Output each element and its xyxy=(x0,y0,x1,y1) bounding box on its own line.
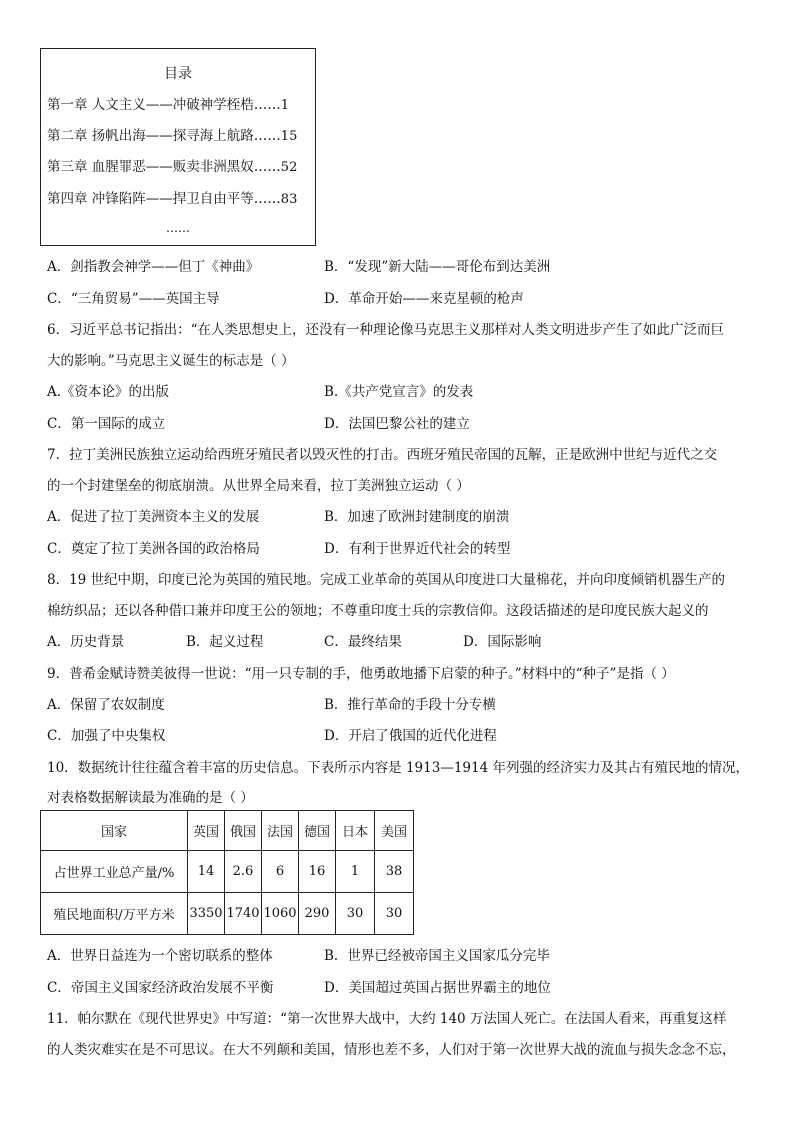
q7-stem-line1: 7．拉丁美洲民族独立运动给西班牙殖民者以毁灭性的打击。西班牙殖民帝国的瓦解，正是欧洲中世纪与近代之交 xyxy=(47,447,718,463)
q9-option-a: A．保留了农奴制度 xyxy=(47,697,165,713)
table-cell: 16 xyxy=(299,851,336,893)
q9-stem-line1: 9．普希金赋诗赞美彼得一世说：“用一只专制的手，他勇敢地播下启蒙的种子。”材料中的“种子”是指（ ） xyxy=(47,666,675,682)
table-cell: 2.6 xyxy=(225,851,262,893)
table-cell: 殖民地面积/万平方米 xyxy=(41,893,188,935)
q8-option-d: D．国际影响 xyxy=(463,634,542,650)
q6-option-b: B.《共产党宣言》的发表 xyxy=(324,384,474,400)
table-cell: 14 xyxy=(188,851,225,893)
q10-stem-line2: 对表格数据解读最为准确的是（ ） xyxy=(47,790,254,806)
q8-stem-line2: 棉纺织品；还以各种借口兼并印度王公的领地；不尊重印度士兵的宗教信仰。这段话描述的是印度民族大起义的 xyxy=(47,603,709,619)
q5-option-d: D．革命开始——来克星顿的枪声 xyxy=(324,291,524,307)
q5-option-c: C．“三角贸易”——英国主导 xyxy=(47,291,220,307)
toc-item: 第四章 冲锋陷阵——捍卫自由平等……83 xyxy=(47,191,298,207)
table-cell: 30 xyxy=(375,893,414,935)
q10-option-a: A．世界日益连为一个密切联系的整体 xyxy=(47,948,273,964)
q10-option-c: C．帝国主义国家经济政治发展不平衡 xyxy=(47,980,274,996)
table-header-cell: 德国 xyxy=(299,811,336,851)
table-cell: 3350 xyxy=(188,893,225,935)
q7-option-c: C．奠定了拉丁美洲各国的政治格局 xyxy=(47,541,260,557)
toc-item: 第一章 人文主义——冲破神学桎梏……1 xyxy=(47,97,290,113)
q6-stem-line1: 6．习近平总书记指出：“在人类思想史上，还没有一种理论像马克思主义那样对人类文明进步产生了如此广泛而巨 xyxy=(47,322,724,338)
table-cell: 38 xyxy=(375,851,414,893)
toc-item: 第三章 血腥罪恶——贩卖非洲黑奴……52 xyxy=(47,159,298,175)
table-header-cell: 国家 xyxy=(41,811,188,851)
toc-title: 目录 xyxy=(164,66,192,82)
q10-option-d: D．美国超过英国占据世界霸主的地位 xyxy=(324,980,551,996)
q6-option-a: A.《资本论》的出版 xyxy=(47,384,170,400)
table-header-cell: 美国 xyxy=(375,811,414,851)
table-cell: 290 xyxy=(299,893,336,935)
table-header-cell: 英国 xyxy=(188,811,225,851)
q10-option-b: B．世界已经被帝国主义国家瓜分完毕 xyxy=(324,948,550,964)
q5-option-b: B．“发现”新大陆——哥伦布到达美洲 xyxy=(324,259,551,275)
table-cell: 30 xyxy=(336,893,375,935)
q8-option-c: C．最终结果 xyxy=(324,634,402,650)
q7-option-b: B．加速了欧洲封建制度的崩溃 xyxy=(324,509,510,525)
q10-stem-line1: 10．数据统计往往蕴含着丰富的历史信息。下表所示内容是 1913—1914 年列强的经济实力及其占有殖民地的情况， xyxy=(47,760,749,776)
q8-stem-line1: 8．19 世纪中期，印度已沦为英国的殖民地。完成工业革命的英国从印度进口大量棉花，并向印度倾销机器生产的 xyxy=(47,572,726,588)
q9-option-c: C．加强了中央集权 xyxy=(47,728,166,744)
table-cell: 6 xyxy=(262,851,299,893)
q7-option-d: D．有利于世界近代社会的转型 xyxy=(324,541,511,557)
q9-option-d: D．开启了俄国的近代化进程 xyxy=(324,728,497,744)
table-row xyxy=(41,893,414,935)
toc-more: …… xyxy=(166,221,190,235)
table-header-cell: 法国 xyxy=(262,811,299,851)
q7-option-a: A．促进了拉丁美洲资本主义的发展 xyxy=(47,509,260,525)
q10-data-table xyxy=(40,810,414,935)
q7-stem-line2: 的一个封建堡垒的彻底崩溃。从世界全局来看，拉丁美洲独立运动（ ） xyxy=(47,478,470,494)
table-header-cell: 俄国 xyxy=(225,811,262,851)
q6-stem-line2: 大的影响。”马克思主义诞生的标志是（ ） xyxy=(47,353,295,369)
q9-option-b: B．推行革命的手段十分专横 xyxy=(324,697,496,713)
q11-stem-line2: 的人类灾难实在是不可思议。在大不列颠和美国，情形也差不多，人们对于第一次世界大战的流血与损失念念不忘， xyxy=(47,1042,736,1058)
table-row xyxy=(41,851,414,893)
table-cell: 占世界工业总产量/% xyxy=(41,851,188,893)
q8-option-b: B．起义过程 xyxy=(186,634,264,650)
q5-option-a: A．剑指教会神学——但丁《神曲》 xyxy=(47,259,260,275)
q8-option-a: A．历史背景 xyxy=(47,634,125,650)
q6-option-d: D．法国巴黎公社的建立 xyxy=(324,416,470,432)
q6-option-c: C．第一国际的成立 xyxy=(47,416,166,432)
q11-stem-line1: 11．帕尔默在《现代世界史》中写道：“第一次世界大战中，大约 140 万法国人死亡。在法国人看来，再重复这样 xyxy=(47,1011,727,1027)
table-cell: 1060 xyxy=(262,893,299,935)
table-header-cell: 日本 xyxy=(336,811,375,851)
table-cell: 1 xyxy=(336,851,375,893)
table-cell: 1740 xyxy=(225,893,262,935)
toc-item: 第二章 扬帆出海——探寻海上航路……15 xyxy=(47,128,298,144)
toc-box xyxy=(40,48,316,246)
table-header-row xyxy=(41,811,414,851)
